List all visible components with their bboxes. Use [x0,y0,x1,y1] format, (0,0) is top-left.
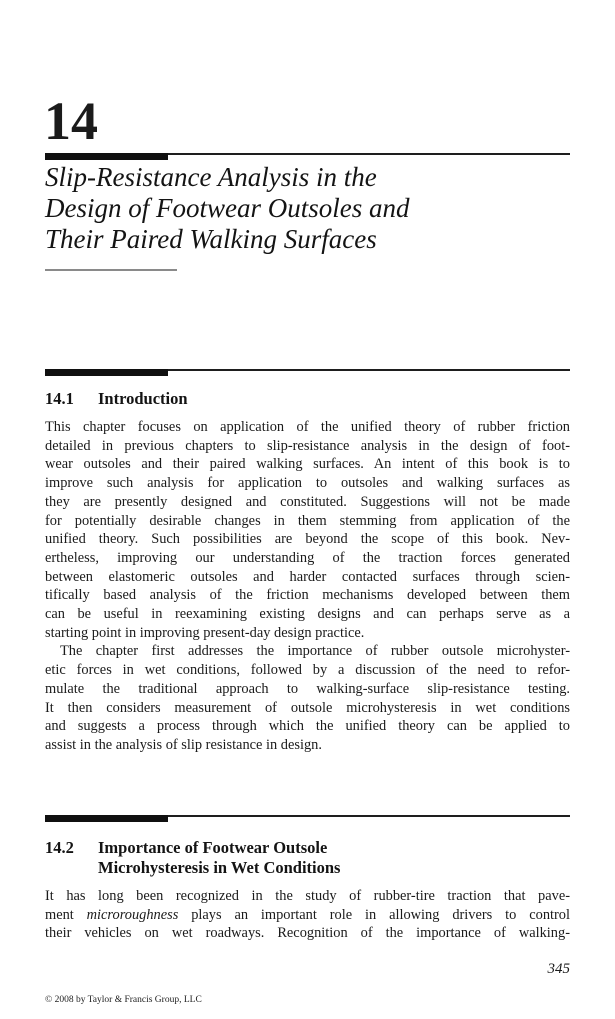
section-heading-14-1 [45,389,570,409]
body-text-line: for potentially desirable changes in them stemming from application of the [45,512,570,529]
paragraph [45,642,570,754]
body-text-line: and suggests a process through which the unified theory can be applied to [45,718,570,735]
body-text-line: between elastomeric outsoles and harder contacted surfaces through scien- [45,568,570,585]
section-14-1-rule [45,369,570,376]
section-14-2-rule [45,815,570,822]
section-body-14-1 [45,418,570,755]
body-text-line: ertheless, improving our understanding of the traction forces generated [45,549,570,566]
body-text-line: unified theory. Such possibilities are beyond the scope of this book. Nev- [45,531,570,548]
body-text-line: This chapter focuses on application of the unified theory of rubber friction [45,419,570,435]
body-text-line: can be useful in reexamining existing designs and can perhaps serve as a [45,606,570,623]
section-14-2-rule-thin-line [168,815,570,817]
body-text-line: detailed in previous chapters to slip-resistance analysis in the design of foot- [45,437,570,454]
copyright-line: © 2008 by Taylor & Francis Group, LLC [45,995,202,1005]
chapter-rule-thick-bar [45,153,168,160]
body-text-line [45,906,570,925]
section-14-1-rule-thick-bar [45,369,168,376]
italic-term: microroughness [86,906,179,923]
chapter-number: 14 [44,91,98,151]
text-line: Microhysteresis in Wet Conditions [98,858,341,877]
text-line: Slip-Resistance Analysis in the [45,162,377,192]
text-segment: ment [45,906,87,923]
body-text-line: The chapter first addresses the importance of rubber outsole microhyster- [60,643,570,660]
text-line: Importance of Footwear Outsole [98,838,328,857]
body-text-line: improve such analysis for application to outsoles and walking surfaces as [45,475,570,492]
section-heading-14-2 [45,838,570,878]
body-text-line: they are presently designed and constituted. Suggestions will not be made [45,493,570,510]
page-number: 345 [547,961,570,977]
body-text-line: It then considers measurement of outsole microhysteresis in wet conditions [45,699,570,716]
body-text-line: tifically based analysis of the friction mechanisms developed between them [45,587,570,604]
chapter-title [45,162,570,255]
chapter-rule-thin-line [168,153,570,155]
body-text-line: starting point in improving present-day design practice. [45,624,365,641]
body-text-line: their vehicles on wet roadways. Recognition of the importance of walking- [45,925,570,942]
text-line: Their Paired Walking Surfaces [45,224,377,254]
body-text-line: wear outsoles and their paired walking surfaces. An intent of this book is to [45,456,570,473]
section-14-2-rule-thick-bar [45,815,168,822]
body-text-line: mulate the traditional approach to walking-surface slip-resistance testing. [45,680,570,697]
body-text-line: etic forces in wet conditions, followed by a discussion of the need to refor- [45,662,570,679]
section-body-14-2 [45,887,570,943]
body-text-line: It has long been recognized in the study of rubber-tire traction that pave- [45,888,570,904]
chapter-rule [45,153,570,160]
text-segment: plays an important role in allowing drivers to control [178,906,570,923]
text-line: Design of Footwear Outsoles and [45,193,410,223]
paragraph [45,887,570,943]
text-line: Introduction [98,389,188,408]
section-title-14-1 [98,389,570,409]
paragraph [45,418,570,642]
section-number-14-1: 14.1 [45,389,74,408]
section-14-1-rule-thin-line [168,369,570,371]
section-title-14-2 [98,838,570,878]
body-text-line: assist in the analysis of slip resistance in design. [45,736,322,753]
title-underline-rule [45,269,177,271]
section-number-14-2: 14.2 [45,838,74,857]
